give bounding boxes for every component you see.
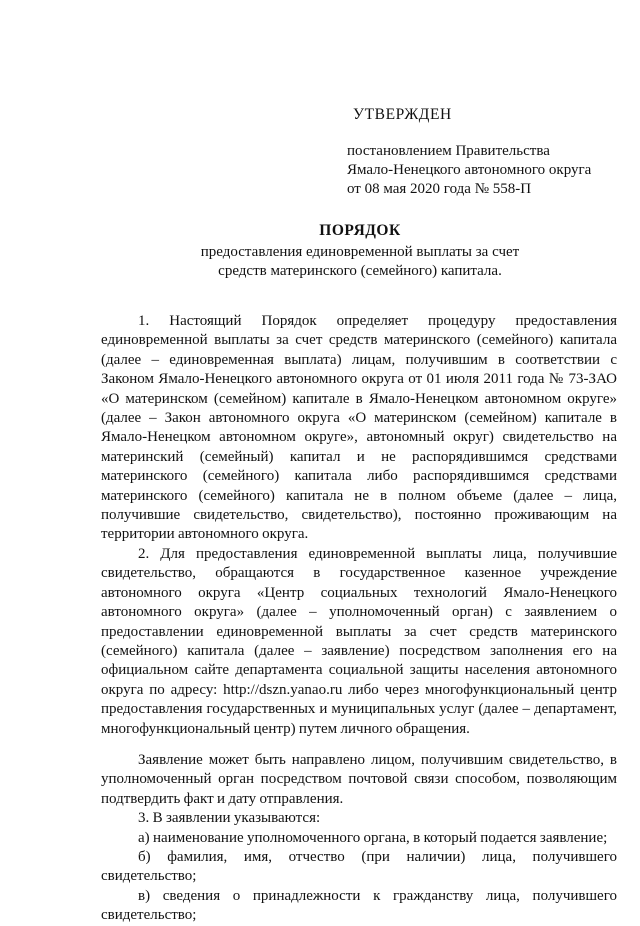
paragraph-3: 3. В заявлении указываются: <box>138 810 321 827</box>
list-item-c: в) сведения о принадлежности к гражданству лица, получившего свидетельство; <box>101 887 617 924</box>
approval-stamp <box>347 107 617 199</box>
paragraph-2-note: Заявление может быть направлено лицом, получившим свидетельство, в уполномоченный орган посредством почтовой связи способом, позволяющим подтвердить факт и дату отправления. <box>101 751 617 807</box>
approval-title: УТВЕРЖДЕН <box>353 106 452 123</box>
list-item-a: а) наименование уполномоченного органа, в который подается заявление; <box>138 829 608 846</box>
paragraph-1: 1. Настоящий Порядок определяет процедуру предоставления единовременной выплаты за счет средств материнского (семейного) капитала (далее – единовременная выплата) лицам, получившим в соответствии с Законом Ямало-Ненецкого автономного округа от 01 июля 2011 года № 73-ЗАО «О материнском (семейном) капитале в Ямало-Ненецком автономном округе» (далее – Закон автономного округа «О материнском (семейном) капитале в Ямало-Ненецком автономном округе», автономный округ) свидетельство на материнский (семейный) капитал и не распорядившимся средствами материнского (семейного) капитала либо распорядившимся средствами материнского (семейного) капитала не в полном объеме (далее – лица, получившие свидетельство, свидетельство), постоянно проживающим на территории автономного округа. <box>101 313 617 543</box>
approval-line: постановлением Правительства <box>347 142 550 159</box>
document-subtitle: предоставления единовременной выплаты за счет средств материнского (семейного) капитала. <box>200 244 520 279</box>
paragraph-2: 2. Для предоставления единовременной выплаты лица, получившие свидетельство, обращаются в государственное казенное учреждение автономного округа «Центр социальных технологий Ямало-Ненецкого автономного округа» (далее – уполномоченный орган) с заявлением о предоставлении единовременной выплаты за счет средств материнского (семейного) капитала (далее – заявление) посредством заполнения его на официальном сайте департамента социальной защиты населения автономного округа по адресу: http://dszn.yanao.ru либо через многофункциональный центр предоставления государственных и муниципальных услуг (далее – департамент, многофункциональный центр) путем личного обращения. <box>101 545 617 737</box>
document-title: ПОРЯДОК <box>319 222 401 239</box>
approval-line: от 08 мая 2020 года № 558-П <box>347 180 532 197</box>
list-item-b: б) фамилия, имя, отчество (при наличии) лица, получившего свидетельство; <box>101 848 617 885</box>
approval-line: Ямало-Ненецкого автономного округа <box>347 161 592 178</box>
document-body <box>101 312 617 926</box>
